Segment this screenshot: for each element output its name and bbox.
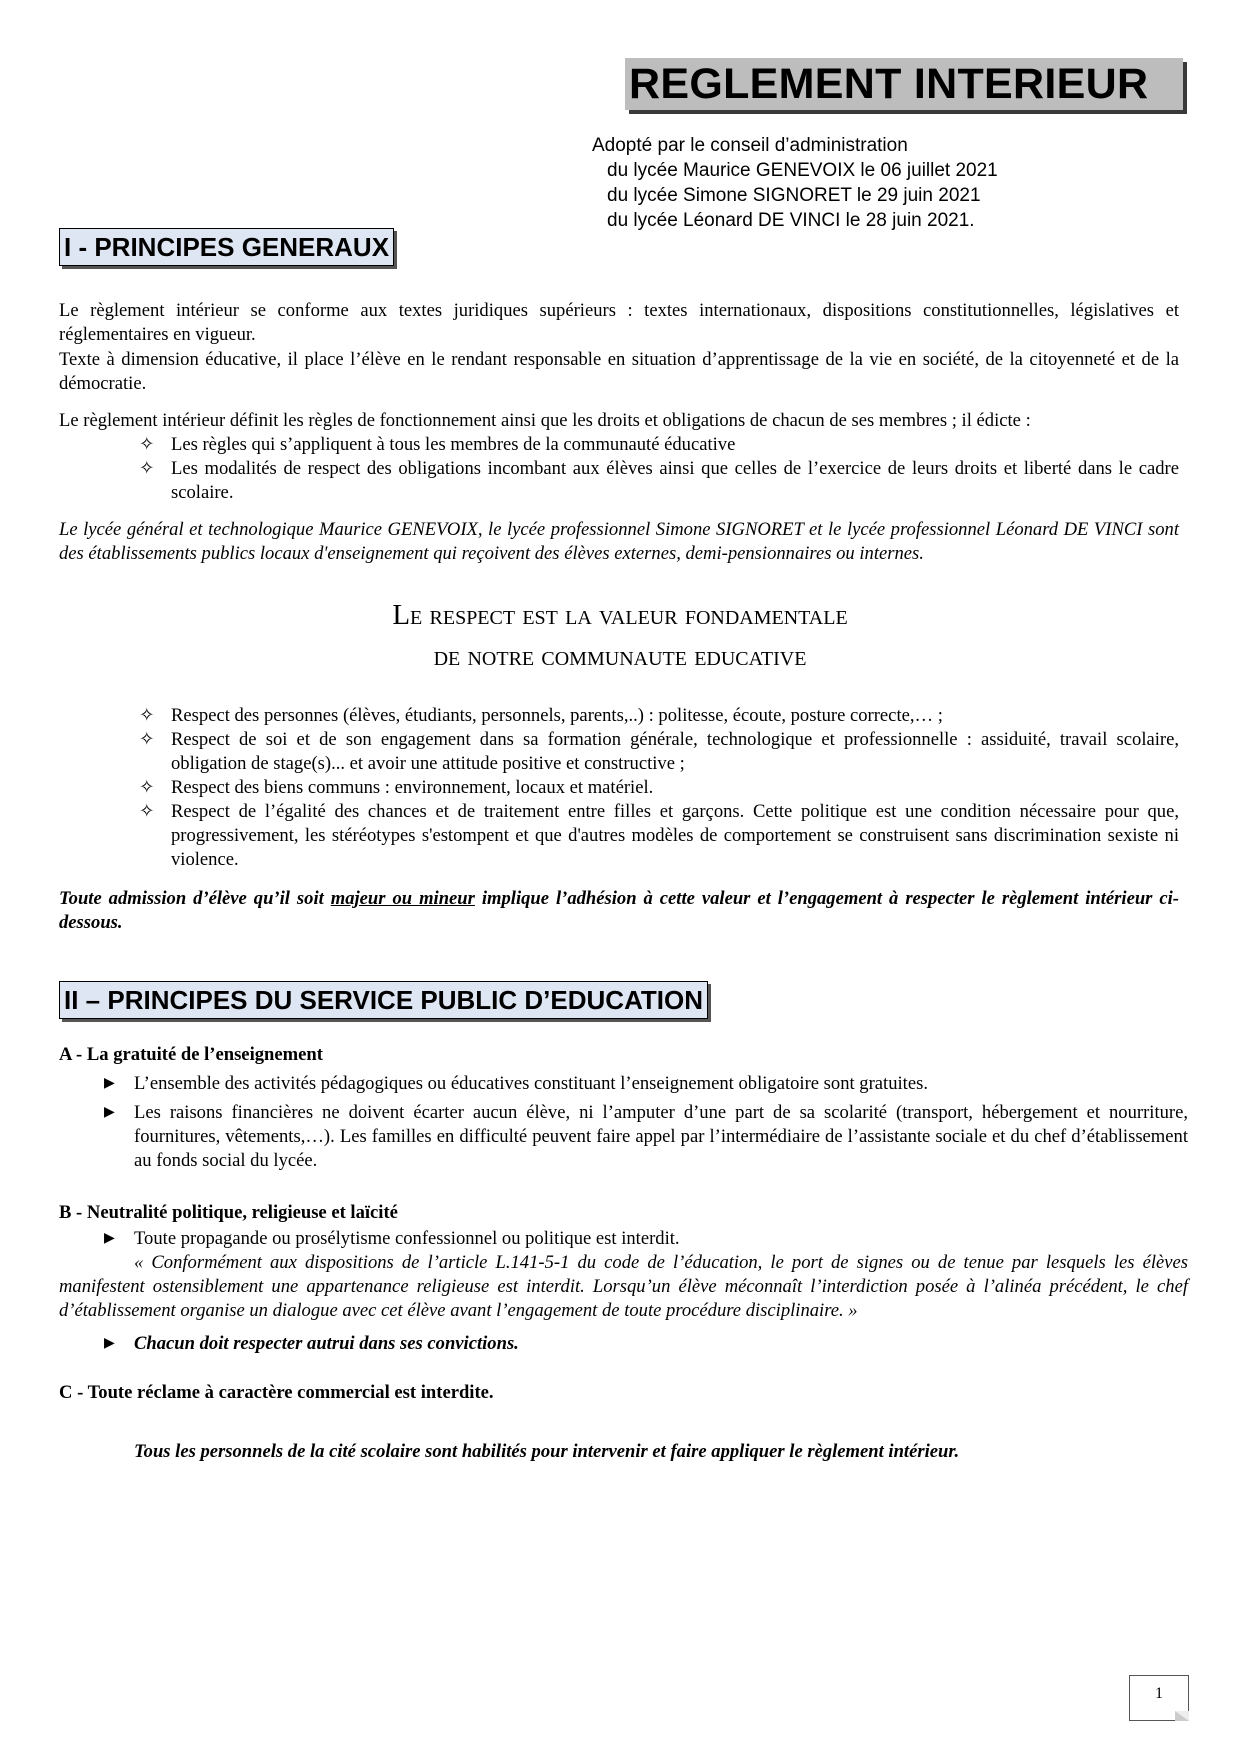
italic-paragraph: Le lycée général et technologique Maurice GENEVOIX, le lycée professionnel Simone SIGNORET et le lycée professionnel Léonard DE VINCI sont des établissements publics locaux d'enseignement qui reçoivent des élèves externes, demi-pensionnaires ou internes. [59, 519, 1179, 564]
adoption-info [592, 133, 998, 233]
list-item: ✧ Respect des personnes (élèves, étudiants, personnels, parents,..) : politesse, écoute, posture correcte,… ; [139, 705, 943, 726]
document-title-box [625, 58, 1183, 110]
motto-line-2: de notre communaute educative [433, 640, 807, 672]
list-item: ✧ Respect de soi et de son engagement dans sa formation générale, technologique et professionnelle : assiduité, travail scolaire, obligation de stage(s)... et avoir une attitude positive et constructive ; [139, 729, 1179, 774]
document-title: REGLEMENT INTERIEUR [629, 60, 1149, 108]
page-number-box [1129, 1675, 1189, 1721]
page-number: 1 [1155, 1685, 1163, 1702]
list-item: ✧ Les règles qui s’appliquent à tous les membres de la communauté éducative [139, 434, 736, 455]
sparkle-bullet-icon: ✧ [139, 729, 155, 750]
list-item: ✧ Les modalités de respect des obligations incombant aux élèves ainsi que celles de l’exercice de leurs droits et liberté dans le cadre scolaire. [139, 458, 1179, 503]
triangle-bullet-icon: ▶ [104, 1231, 115, 1246]
list-item: ✧ Respect des biens communs : environnement, locaux et matériel. [139, 777, 654, 798]
motto-line-1: Le respect est la valeur fondamentale [392, 599, 848, 631]
list-item: ✧ Respect de l’égalité des chances et de traitement entre filles et garçons. Cette politique est une condition nécessaire pour que, progressivement, les stéréotypes s'estompent et que d'autres modèles de comportement se construisent sans discrimination sexiste ni violence. [139, 801, 1179, 870]
sparkle-bullet-icon: ✧ [139, 801, 155, 822]
page-curl-icon [1175, 1711, 1189, 1721]
triangle-bullet-icon: ▶ [104, 1076, 115, 1091]
paragraph: Le règlement intérieur se conforme aux textes juridiques supérieurs : textes internationaux, dispositions constitutionnelles, législatives et réglementaires en vigueur. [59, 300, 1179, 345]
section-2-heading: II – PRINCIPES DU SERVICE PUBLIC D’EDUCATION [59, 981, 708, 1019]
subsection-a-title: A - La gratuité de l’enseignement [59, 1044, 323, 1065]
sparkle-bullet-icon: ✧ [139, 777, 155, 798]
list-item: ▶ Chacun doit respecter autrui dans ses convictions. [104, 1333, 519, 1354]
admission-statement: Toute admission d’élève qu’il soit majeur ou mineur implique l’adhésion à cette valeur et l’engagement à respecter le règlement intérieur ci-dessous. [59, 888, 1179, 933]
subsection-b-title: B - Neutralité politique, religieuse et laïcité [59, 1202, 398, 1223]
underlined-phrase: majeur ou mineur [330, 888, 475, 909]
sparkle-bullet-icon: ✧ [139, 705, 155, 726]
subsection-c-title: C - Toute réclame à caractère commercial est interdite. [59, 1382, 494, 1403]
list-item: ▶ L’ensemble des activités pédagogiques ou éducatives constituant l’enseignement obligatoire sont gratuites. [104, 1073, 928, 1094]
sparkle-bullet-icon: ✧ [139, 434, 155, 455]
list-item: ▶ Toute propagande ou prosélytisme confessionnel ou politique est interdit. [104, 1228, 680, 1249]
adoption-line: du lycée Léonard DE VINCI le 28 juin 2021. [607, 210, 975, 231]
closing-statement: Tous les personnels de la cité scolaire sont habilités pour intervenir et faire appliquer le règlement intérieur. [134, 1441, 960, 1462]
list-item: ▶ Les raisons financières ne doivent écarter aucun élève, ni l’amputer d’une part de sa scolarité (transport, hébergement et nourriture, fournitures, vêtements,…). Les familles en difficulté peuvent faire appel par l’intermédiaire de l’assistante sociale et du chef d’établissement au fonds social du lycée. [104, 1102, 1188, 1171]
adoption-line: du lycée Maurice GENEVOIX le 06 juillet 2021 [607, 160, 998, 181]
adoption-line: Adopté par le conseil d’administration [592, 135, 908, 156]
adoption-line: du lycée Simone SIGNORET le 29 juin 2021 [607, 185, 981, 206]
law-quote: « Conformément aux dispositions de l’article L.141-5-1 du code de l’éducation, le port de signes ou de tenue par lesquels les élèves manifestent ostensiblement une appartenance religieuse est interdit. Lorsqu’un élève méconnaît l’interdiction posée à l’alinéa précédent, le chef d’établissement organise un dialogue avec cet élève avant l’engagement de toute procédure disciplinaire. » [59, 1252, 1188, 1321]
section-1-heading: I - PRINCIPES GENERAUX [59, 228, 394, 266]
triangle-bullet-icon: ▶ [104, 1336, 115, 1351]
paragraph: Le règlement intérieur définit les règles de fonctionnement ainsi que les droits et obligations de chacun de ses membres ; il édicte : [59, 410, 1031, 431]
sparkle-bullet-icon: ✧ [139, 458, 155, 479]
paragraph: Texte à dimension éducative, il place l’élève en le rendant responsable en situation d’apprentissage de la vie en société, de la citoyenneté et de la démocratie. [59, 349, 1179, 394]
triangle-bullet-icon: ▶ [104, 1105, 115, 1120]
